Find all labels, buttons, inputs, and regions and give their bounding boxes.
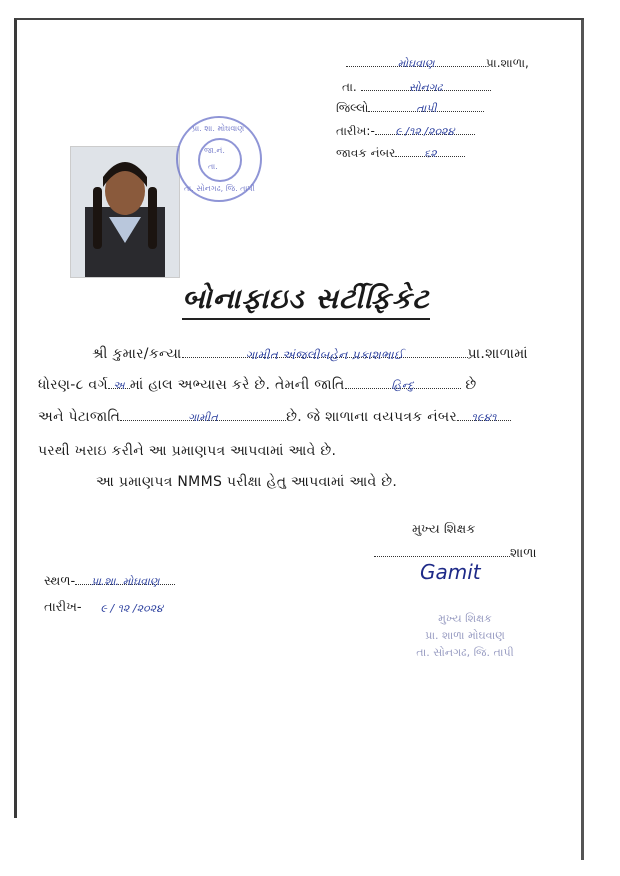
school-suffix-text: પ્રા.શાળામાં xyxy=(467,346,528,362)
footer-school-line xyxy=(374,546,537,561)
body-line-4: પરથી ખરાઇ કરીને આ પ્રમાણપત્ર આપવામાં આવે છે. xyxy=(38,443,337,459)
head-teacher-stamp xyxy=(400,610,530,661)
studying-text: માં હાલ અભ્યાસ કરે છે. તેમની જાતિ xyxy=(129,377,345,393)
header-date-line xyxy=(336,124,475,139)
seal-inner-ring xyxy=(198,138,242,182)
student-label: શ્રી કુમાર/કન્યા xyxy=(92,346,182,362)
head-teacher-signature: Gamit xyxy=(420,560,481,584)
subcaste-handwritten: ગામીત xyxy=(188,411,219,424)
certificate-title: બોનાફાઇડ સર્ટીફિકેટ xyxy=(182,282,430,320)
header-taluka-line xyxy=(342,80,491,95)
seal-jan: જા.નં. xyxy=(204,146,225,155)
certificate-border-right xyxy=(581,20,584,860)
school-seal xyxy=(176,116,262,202)
place-line xyxy=(44,574,175,589)
date-handwritten: ૯ /૧૨ /૨૦૨૪ xyxy=(395,125,455,138)
footer-date-label: તારીખ- xyxy=(44,600,82,615)
body-line-1 xyxy=(92,346,528,362)
student-photo xyxy=(70,146,180,278)
stamp-line3: તા. સોનગઢ, જિ. તાપી xyxy=(416,646,514,659)
standard-label: ધોરણ-૮ વર્ગ xyxy=(38,377,108,393)
school-suffix: પ્રા.શાળા, xyxy=(486,56,529,70)
register-handwritten: ૧૯૪૧ xyxy=(471,411,497,424)
date-label: તારીખ:- xyxy=(336,124,375,138)
seal-line2: તા. સોનગઢ, જિ. તાપી xyxy=(184,184,255,193)
footer-date-line xyxy=(44,600,182,615)
caste-handwritten: હિન્દુ xyxy=(391,379,415,392)
head-teacher-label: મુખ્ય શિક્ષક xyxy=(412,522,476,537)
taluka-handwritten: સોનગઢ xyxy=(408,81,443,94)
header-school-line xyxy=(346,56,529,71)
seal-line1: પ્રા. શા. મોઘવાણ xyxy=(192,124,245,133)
is-text: છે xyxy=(465,377,477,393)
stamp-line1: મુખ્ય શિક્ષક xyxy=(438,612,492,625)
stamp-line2: પ્રા. શાળા મોઘવાણ xyxy=(425,629,505,642)
header-outward-line xyxy=(336,146,465,161)
student-name-handwritten: ગામીત અંજલીબહેન પ્રકાશભાઈ xyxy=(245,348,404,362)
outward-label: જાવક નંબર xyxy=(336,146,396,160)
school-name-handwritten: મોઘવાણ xyxy=(397,57,435,70)
register-text: છે. જે શાળાના વયપત્રક નંબર xyxy=(286,409,458,425)
footer-school-suffix: શાળા xyxy=(510,546,537,561)
taluka-label: તા. xyxy=(342,80,357,94)
seal-ta: તા. xyxy=(208,162,218,171)
header-district-line xyxy=(336,101,484,116)
class-handwritten: અ xyxy=(112,379,125,392)
body-line-2 xyxy=(38,377,477,393)
outward-handwritten: ૬૨ xyxy=(424,147,437,160)
subcaste-label: અને પેટાજાતિ xyxy=(38,409,121,425)
body-line-3 xyxy=(38,409,511,425)
footer-date-handwritten: ૯ / ૧૨ /૨૦૨૪ xyxy=(100,602,163,615)
district-label: જિલ્લો xyxy=(336,101,369,115)
district-handwritten: તાપી xyxy=(416,102,437,115)
place-handwritten: પ્રા.શા. મોઘવાણ xyxy=(91,575,160,588)
place-label: સ્થળ- xyxy=(44,574,76,589)
body-line-5: આ પ્રમાણપત્ર NMMS પરીક્ષા હેતુ આપવામાં આવે છે. xyxy=(96,474,398,490)
